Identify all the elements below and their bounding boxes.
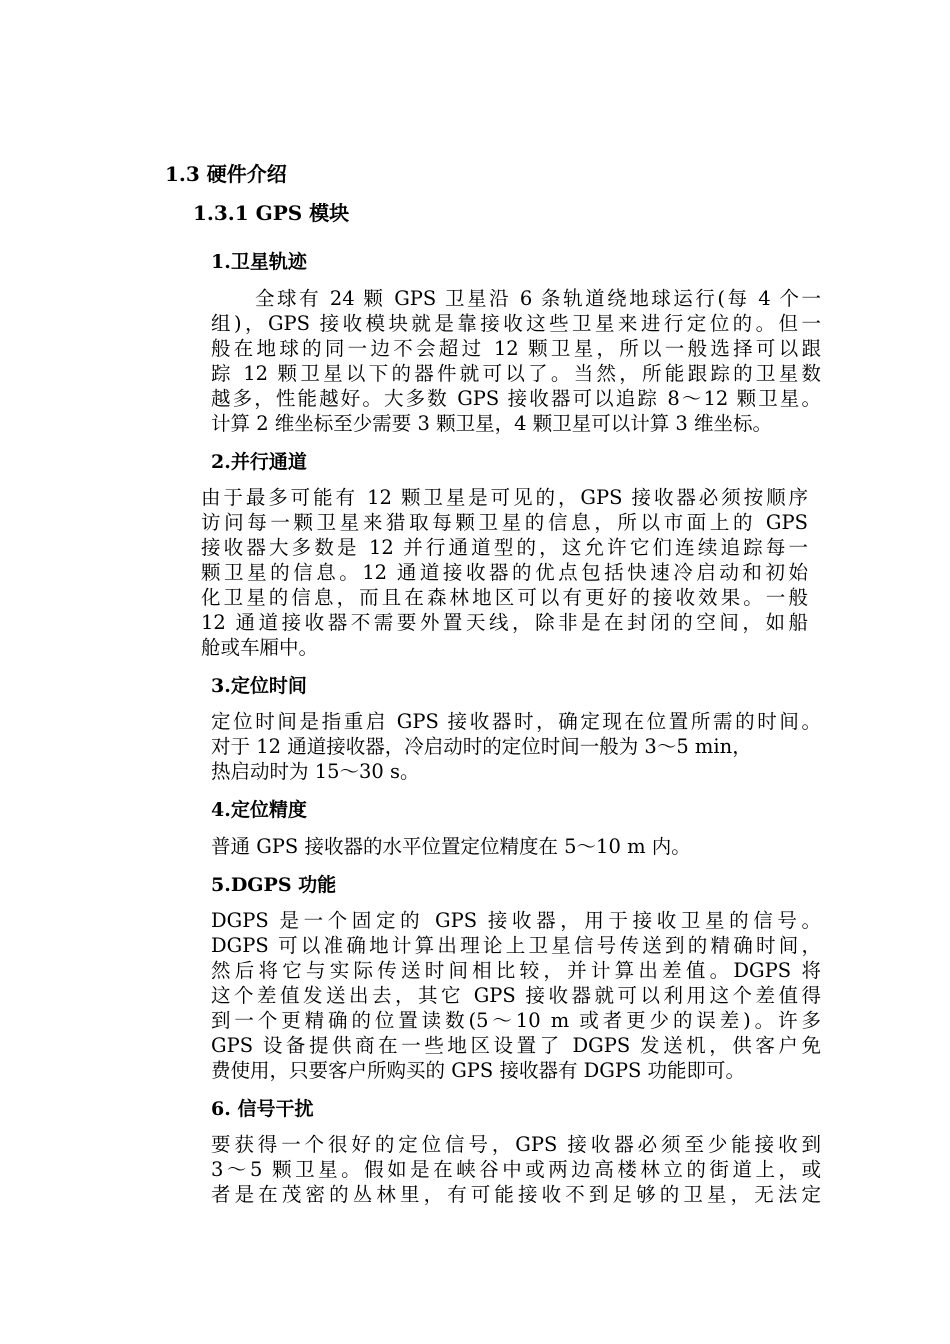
item-paragraph-fix-time	[211, 709, 821, 784]
paragraph-line: 到一个更精确的位置读数(5～10 m 或者更少的误差)。许多	[211, 1009, 821, 1032]
paragraph-line: 定位时间是指重启 GPS 接收器时，确定现在位置所需的时间。	[211, 710, 821, 733]
paragraph-line: 组)，GPS 接收模块就是靠接收这些卫星来进行定位的。但一	[211, 312, 821, 335]
item-paragraph-interference	[211, 1132, 821, 1207]
item-paragraph-parallel-channels	[201, 485, 808, 660]
item-heading-parallel-channels: 2.并行通道	[211, 451, 307, 473]
item-paragraph-dgps	[211, 908, 821, 1083]
paragraph-line: DGPS 可以准确地计算出理论上卫星信号传送到的精确时间，	[211, 934, 821, 957]
paragraph-line: 舱或车厢中。	[201, 636, 319, 659]
paragraph-line: 踪 12 颗卫星以下的器件就可以了。当然，所能跟踪的卫星数	[211, 362, 821, 385]
item-paragraph-satellite-orbit	[211, 286, 821, 436]
paragraph-line: 普通 GPS 接收器的水平位置定位精度在 5～10 m 内。	[211, 835, 691, 858]
paragraph-line: 全球有 24 颗 GPS 卫星沿 6 条轨道绕地球运行(每 4 个一	[255, 287, 821, 310]
paragraph-line: 般在地球的同一边不会超过 12 颗卫星，所以一般选择可以跟	[211, 337, 821, 360]
item-paragraph-accuracy	[211, 834, 821, 859]
paragraph-line: 由于最多可能有 12 颗卫星是可见的，GPS 接收器必须按顺序	[201, 486, 808, 509]
paragraph-line: 接收器大多数是 12 并行通道型的，这允许它们连续追踪每一	[201, 536, 808, 559]
paragraph-line: 者是在茂密的丛林里，有可能接收不到足够的卫星，无法定	[211, 1183, 821, 1206]
item-heading-accuracy: 4.定位精度	[211, 799, 307, 821]
paragraph-line: 计算 2 维坐标至少需要 3 颗卫星，4 颗卫星可以计算 3 维坐标。	[211, 412, 773, 435]
paragraph-line: 颗卫星的信息。12 通道接收器的优点包括快速冷启动和初始	[201, 561, 808, 584]
paragraph-line: 费使用，只要客户所购买的 GPS 接收器有 DGPS 功能即可。	[211, 1059, 746, 1082]
subsection-title: 1.3.1 GPS 模块	[193, 201, 350, 225]
section-title: 1.3 硬件介绍	[165, 162, 287, 186]
paragraph-line: GPS 设备提供商在一些地区设置了 DGPS 发送机，供客户免	[211, 1034, 821, 1057]
paragraph-line: 要获得一个很好的定位信号，GPS 接收器必须至少能接收到	[211, 1133, 821, 1156]
paragraph-line: 3～5 颗卫星。假如是在峡谷中或两边高楼林立的街道上，或	[211, 1158, 821, 1181]
paragraph-line: 越多，性能越好。大多数 GPS 接收器可以追踪 8～12 颗卫星。	[211, 387, 821, 410]
item-heading-fix-time: 3.定位时间	[211, 675, 307, 697]
paragraph-line: 热启动时为 15～30 s。	[211, 760, 420, 783]
item-heading-interference: 6. 信号干扰	[211, 1098, 314, 1120]
paragraph-line: 12 通道接收器不需要外置天线，除非是在封闭的空间，如船	[201, 611, 808, 634]
paragraph-line: DGPS 是一个固定的 GPS 接收器，用于接收卫星的信号。	[211, 909, 821, 932]
paragraph-line: 访问每一颗卫星来猎取每颗卫星的信息，所以市面上的 GPS	[201, 511, 808, 534]
item-heading-satellite-orbit: 1.卫星轨迹	[211, 251, 307, 273]
item-heading-dgps: 5.DGPS 功能	[211, 874, 337, 896]
paragraph-line: 对于 12 通道接收器，冷启动时的定位时间一般为 3～5 min，	[211, 735, 752, 758]
paragraph-line: 化卫星的信息，而且在森林地区可以有更好的接收效果。一般	[201, 586, 808, 609]
paragraph-line: 这个差值发送出去，其它 GPS 接收器就可以利用这个差值得	[211, 984, 821, 1007]
paragraph-line: 然后将它与实际传送时间相比较，并计算出差值。DGPS 将	[211, 959, 821, 982]
